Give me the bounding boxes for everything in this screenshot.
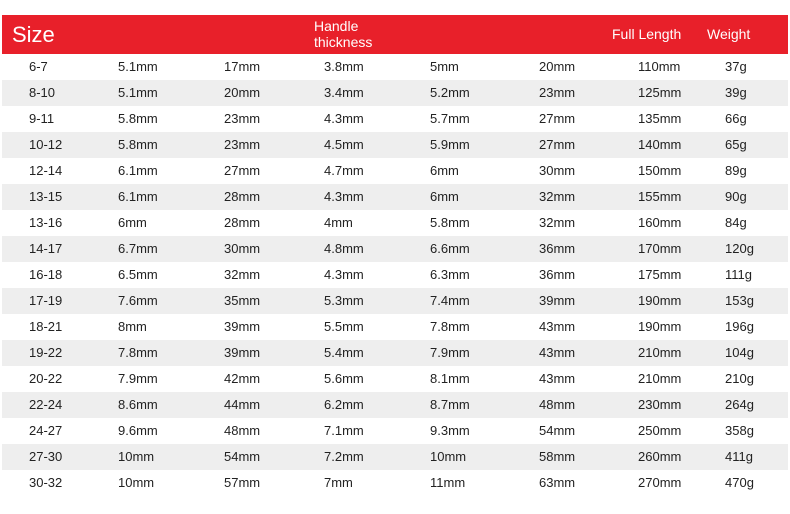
header-size: Size xyxy=(12,22,55,47)
table-cell: 58mm xyxy=(539,449,576,464)
table-cell: 89g xyxy=(725,163,747,178)
table-cell: 22-24 xyxy=(29,397,63,412)
table-cell: 6mm xyxy=(118,215,147,230)
table-cell: 470g xyxy=(725,475,754,490)
table-cell: 5.8mm xyxy=(118,111,158,126)
table-cell: 135mm xyxy=(638,111,682,126)
table-cell: 160mm xyxy=(638,215,682,230)
table-cell: 23mm xyxy=(224,111,261,126)
header-handle-thickness: Handle thickness xyxy=(314,18,373,50)
table-cell: 39mm xyxy=(224,345,261,360)
table-cell: 5.3mm xyxy=(324,293,364,308)
table-cell: 6.1mm xyxy=(118,189,158,204)
table-cell: 3.8mm xyxy=(324,59,364,74)
table-cell: 6.2mm xyxy=(324,397,364,412)
table-cell: 36mm xyxy=(539,241,576,256)
table-cell: 16-18 xyxy=(29,267,63,282)
table-row xyxy=(2,184,788,210)
table-cell: 27mm xyxy=(539,111,576,126)
table-cell: 9.6mm xyxy=(118,423,158,438)
table-cell: 20-22 xyxy=(29,371,63,386)
table-row xyxy=(2,262,788,288)
table-cell: 5.1mm xyxy=(118,85,158,100)
table-cell: 8.1mm xyxy=(430,371,470,386)
table-cell: 19-22 xyxy=(29,345,63,360)
table-cell: 24-27 xyxy=(29,423,63,438)
table-cell: 30-32 xyxy=(29,475,63,490)
table-cell: 270mm xyxy=(638,475,682,490)
table-row xyxy=(2,470,788,496)
table-cell: 32mm xyxy=(539,189,576,204)
table-cell: 44mm xyxy=(224,397,261,412)
table-cell: 54mm xyxy=(539,423,576,438)
table-cell: 5.6mm xyxy=(324,371,364,386)
table-row xyxy=(2,340,788,366)
table-cell: 66g xyxy=(725,111,747,126)
table-cell: 210mm xyxy=(638,371,682,386)
table-cell: 358g xyxy=(725,423,754,438)
table-cell: 264g xyxy=(725,397,754,412)
table-cell: 7.9mm xyxy=(430,345,470,360)
table-cell: 196g xyxy=(725,319,754,334)
header-full-length: Full Length xyxy=(612,26,682,42)
table-cell: 23mm xyxy=(224,137,261,152)
table-cell: 10-12 xyxy=(29,137,63,152)
table-cell: 120g xyxy=(725,241,754,256)
table-cell: 6mm xyxy=(430,163,459,178)
table-cell: 7mm xyxy=(324,475,353,490)
table-cell: 43mm xyxy=(539,319,576,334)
table-cell: 140mm xyxy=(638,137,682,152)
table-cell: 5.5mm xyxy=(324,319,364,334)
table-cell: 48mm xyxy=(539,397,576,412)
table-cell: 27-30 xyxy=(29,449,63,464)
table-row xyxy=(2,54,788,80)
table-row xyxy=(2,314,788,340)
table-cell: 6mm xyxy=(430,189,459,204)
table-cell: 6.7mm xyxy=(118,241,158,256)
table-row xyxy=(2,210,788,236)
table-cell: 250mm xyxy=(638,423,682,438)
table-cell: 9.3mm xyxy=(430,423,470,438)
table-cell: 20mm xyxy=(539,59,576,74)
table-row xyxy=(2,158,788,184)
table-cell: 4.3mm xyxy=(324,189,364,204)
table-cell: 5.8mm xyxy=(118,137,158,152)
table-cell: 37g xyxy=(725,59,747,74)
table-cell: 63mm xyxy=(539,475,576,490)
table-cell: 10mm xyxy=(118,449,155,464)
table-cell: 7.9mm xyxy=(118,371,158,386)
table-cell: 175mm xyxy=(638,267,682,282)
table-cell: 84g xyxy=(725,215,747,230)
table-cell: 35mm xyxy=(224,293,261,308)
table-cell: 32mm xyxy=(539,215,576,230)
table-cell: 411g xyxy=(725,449,753,464)
table-cell: 39mm xyxy=(224,319,261,334)
table-cell: 11mm xyxy=(430,475,466,490)
table-cell: 5.9mm xyxy=(430,137,470,152)
table-cell: 18-21 xyxy=(29,319,63,334)
table-cell: 5.1mm xyxy=(118,59,158,74)
table-cell: 27mm xyxy=(539,137,576,152)
table-cell: 5mm xyxy=(430,59,459,74)
table-row xyxy=(2,392,788,418)
table-cell: 6.1mm xyxy=(118,163,158,178)
table-cell: 12-14 xyxy=(29,163,63,178)
table-cell: 43mm xyxy=(539,345,576,360)
table-cell: 23mm xyxy=(539,85,576,100)
table-cell: 5.4mm xyxy=(324,345,364,360)
table-cell: 190mm xyxy=(638,319,682,334)
table-row xyxy=(2,80,788,106)
table-cell: 39mm xyxy=(539,293,576,308)
table-cell: 7.1mm xyxy=(324,423,364,438)
table-cell: 6.5mm xyxy=(118,267,158,282)
table-row xyxy=(2,236,788,262)
table-cell: 36mm xyxy=(539,267,576,282)
table-cell: 190mm xyxy=(638,293,682,308)
table-row xyxy=(2,366,788,392)
table-cell: 3.4mm xyxy=(324,85,364,100)
table-cell: 54mm xyxy=(224,449,261,464)
table-cell: 6.6mm xyxy=(430,241,470,256)
table-cell: 17mm xyxy=(224,59,261,74)
table-cell: 4.8mm xyxy=(324,241,364,256)
table-cell: 7.2mm xyxy=(324,449,364,464)
table-header xyxy=(2,15,788,54)
table-cell: 43mm xyxy=(539,371,576,386)
table-cell: 20mm xyxy=(224,85,261,100)
table-body xyxy=(2,54,788,496)
table-cell: 27mm xyxy=(224,163,261,178)
table-cell: 28mm xyxy=(224,189,261,204)
table-cell: 4.3mm xyxy=(324,111,364,126)
table-cell: 6-7 xyxy=(29,59,48,74)
table-row xyxy=(2,132,788,158)
table-cell: 42mm xyxy=(224,371,261,386)
table-cell: 150mm xyxy=(638,163,682,178)
table-cell: 7.8mm xyxy=(118,345,158,360)
table-cell: 17-19 xyxy=(29,293,63,308)
table-cell: 8.6mm xyxy=(118,397,158,412)
table-row xyxy=(2,288,788,314)
table-cell: 125mm xyxy=(638,85,682,100)
table-cell: 65g xyxy=(725,137,747,152)
table-cell: 4mm xyxy=(324,215,353,230)
table-cell: 8mm xyxy=(118,319,147,334)
table-cell: 7.6mm xyxy=(118,293,158,308)
table-cell: 39g xyxy=(725,85,747,100)
table-cell: 4.3mm xyxy=(324,267,364,282)
table-cell: 7.8mm xyxy=(430,319,470,334)
table-cell: 10mm xyxy=(430,449,467,464)
table-cell: 14-17 xyxy=(29,241,63,256)
table-cell: 90g xyxy=(725,189,747,204)
table-cell: 32mm xyxy=(224,267,261,282)
table-cell: 57mm xyxy=(224,475,261,490)
table-cell: 6.3mm xyxy=(430,267,470,282)
table-cell: 8.7mm xyxy=(430,397,470,412)
table-cell: 170mm xyxy=(638,241,682,256)
table-cell: 9-11 xyxy=(29,111,55,126)
table-cell: 110mm xyxy=(638,59,681,74)
table-cell: 230mm xyxy=(638,397,682,412)
table-cell: 155mm xyxy=(638,189,682,204)
table-row xyxy=(2,418,788,444)
size-table xyxy=(2,15,788,496)
table-cell: 4.7mm xyxy=(324,163,364,178)
header-weight: Weight xyxy=(707,26,751,42)
table-cell: 210g xyxy=(725,371,754,386)
table-cell: 153g xyxy=(725,293,754,308)
table-cell: 5.8mm xyxy=(430,215,470,230)
table-cell: 111g xyxy=(725,267,752,282)
table-cell: 13-15 xyxy=(29,189,63,204)
table-cell: 4.5mm xyxy=(324,137,364,152)
table-cell: 7.4mm xyxy=(430,293,470,308)
table-cell: 8-10 xyxy=(29,85,56,100)
table-cell: 10mm xyxy=(118,475,155,490)
table-cell: 13-16 xyxy=(29,215,63,230)
table-cell: 48mm xyxy=(224,423,261,438)
table-row xyxy=(2,444,788,470)
table-cell: 30mm xyxy=(539,163,576,178)
table-cell: 104g xyxy=(725,345,754,360)
table-cell: 5.2mm xyxy=(430,85,470,100)
table-row xyxy=(2,106,788,132)
table-cell: 260mm xyxy=(638,449,682,464)
table-cell: 28mm xyxy=(224,215,261,230)
table-cell: 210mm xyxy=(638,345,682,360)
table-cell: 30mm xyxy=(224,241,261,256)
table-cell: 5.7mm xyxy=(430,111,470,126)
